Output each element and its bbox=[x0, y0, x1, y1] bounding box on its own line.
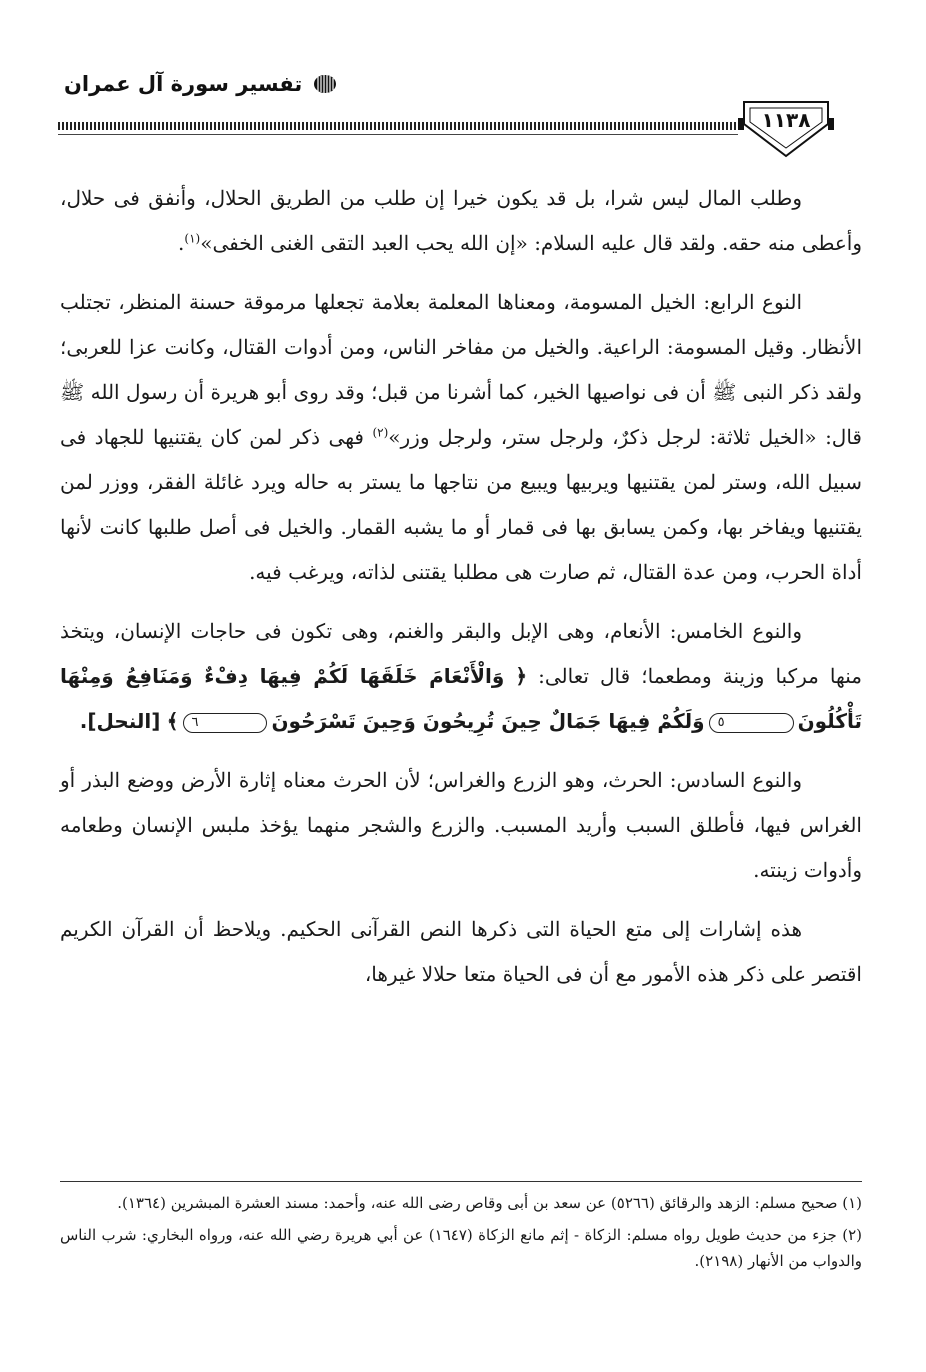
quran-verse-1: وَالْأَنْعَامَ خَلَقَهَا لَكُمْ فِيهَا دِفْءٌ وَمَنَافِعُ وَمِنْهَا تَأْكُلُونَ bbox=[60, 664, 862, 733]
quran-close-brace: ﴾ bbox=[166, 709, 179, 733]
header-divider-thin bbox=[58, 134, 738, 135]
header-divider bbox=[58, 122, 738, 130]
footnote-ref-1: (١) bbox=[184, 231, 201, 246]
ayah-number-badge: ٦ bbox=[183, 713, 268, 733]
page-number: ١١٣٨ bbox=[761, 108, 811, 132]
paragraph-text: النوع الرابع: الخيل المسومة، ومعناها المعلمة بعلامة تجعلها مرموقة حسنة المنظر، تجتلب الأنظار. وقيل المسومة: الراعية. والخيل من مفاخر الناس، ومن أدوات القتال، وكانت عزا للعربى؛ ولقد ذكر النبى ﷺ أن فى نواصيها الخير، كما أشرنا من قبل؛ وقد روى أبو هريرة أن رسول الله ﷺ قال: «الخيل ثلاثة: لرجل ذكرٌ، ولرجل ستر، ولرجل وزر» bbox=[60, 290, 862, 449]
paragraph-text-cont: فهى ذكر لمن كان يقتنيها للجهاد فى سبيل الله، وستر لمن يقتنيها ويربيها ويبيع من نتاجها ما يستر به حاله ويرد غائلة الفقر، ووزر لمن يقتنيها ويفاخر بها، وكمن يسابق بها فى قمار أو ما يشبه القمار. والخيل فى أصل طلبها كانت لأنها أداة الحرب، ومن عدة القتال، ثم صارت هى مطلبا يقتنى لذاته، ويرغب فيه. bbox=[60, 425, 862, 584]
paragraph-text: والنوع السادس: الحرث، وهو الزرع والغراس؛ لأن الحرث معناه إثارة الأرض ووضع البذر أو الغراس فيها، فأطلق السبب وأريد المسبب. والزرع والشجر منهما يؤخذ ملبس الإنسان وطعامه وأدوات زينته. bbox=[60, 768, 862, 882]
running-title: تفسير سورة آل عمران bbox=[64, 72, 303, 96]
paragraph-text: وطلب المال ليس شرا، بل قد يكون خيرا إن طلب من الطريق الحلال، وأنفق فى حلال، وأعطى منه حقه. ولقد قال عليه السلام: «إن الله يحب العبد التقى الغنى الخفى» bbox=[60, 186, 862, 255]
paragraph-text: هذه إشارات إلى متع الحياة التى ذكرها النص القرآنى الحكيم. ويلاحظ أن القرآن الكريم اقتصر على ذكر هذه الأمور مع أن فى الحياة متعا حلالا غيرها، bbox=[60, 917, 862, 986]
paragraph-wealth bbox=[60, 176, 862, 266]
footnote-ref-2: (٢) bbox=[372, 425, 389, 440]
surah-reference: [النحل]. bbox=[79, 709, 161, 733]
paragraph-livestock bbox=[60, 609, 862, 744]
main-body bbox=[60, 176, 862, 1011]
footnote-2: (٢) جزء من حديث طويل رواه مسلم: الزكاة - إثم مانع الزكاة (١٦٤٧) عن أبي هريرة رضي الله عنه، ورواه البخاري: شرب الناس والدواب من الأنهار (٢١٩٨). bbox=[60, 1226, 862, 1270]
quran-open-brace: ﴿ bbox=[515, 664, 528, 688]
footnote-divider bbox=[60, 1181, 862, 1182]
header-title-group bbox=[64, 72, 338, 96]
page-header bbox=[58, 64, 878, 164]
ayah-number-badge: ٥ bbox=[709, 713, 794, 733]
footnote-1: (١) صحيح مسلم: الزهد والرقائق (٥٢٦٦) عن سعد بن أبى وقاص رضى الله عنه، وأحمد: مسند العشرة المبشرين (١٣٦٤). bbox=[117, 1194, 862, 1212]
paragraph-text: والنوع الخامس: الأنعام، وهى الإبل والبقر والغنم، وهى تكون فى حاجات الإنسان، ويتخذ منها مركبا وزينة ومطعما؛ قال تعالى: bbox=[60, 619, 862, 688]
ornament-icon bbox=[312, 73, 338, 95]
paragraph-conclusion bbox=[60, 907, 862, 997]
paragraph-tillage bbox=[60, 758, 862, 893]
paragraph-horses bbox=[60, 280, 862, 595]
footnotes bbox=[60, 1190, 862, 1280]
quran-verse-2: وَلَكُمْ فِيهَا جَمَالٌ حِينَ تُرِيحُونَ وَحِينَ تَسْرَحُونَ bbox=[271, 709, 705, 733]
paragraph-text-end: . bbox=[178, 231, 185, 255]
